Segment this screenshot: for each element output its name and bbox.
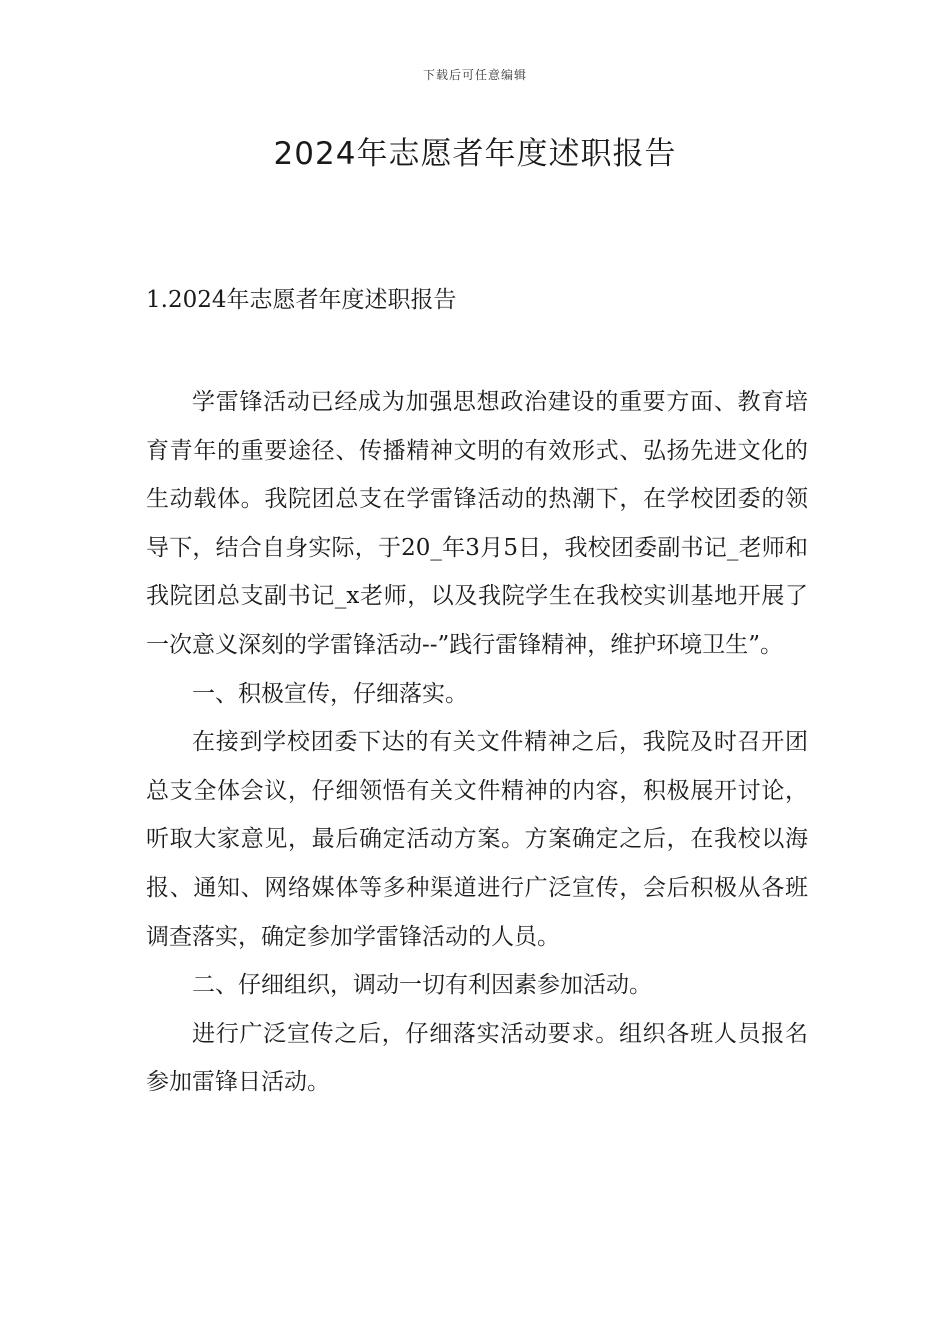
subheading-2: 二、仔细组织，调动一切有利因素参加活动。	[192, 972, 652, 999]
header-note: 下载后可任意编辑	[422, 68, 527, 82]
page-title: 2024年志愿者年度述职报告	[273, 136, 677, 172]
subheading-1: 一、积极宣传，仔细落实。	[192, 680, 468, 707]
section-heading: 1.2024年志愿者年度述职报告	[146, 287, 457, 313]
body-paragraph: 学雷锋活动已经成为加强思想政治建设的重要方面、教育培育青年的重要途径、传播精神文明的有效形式、弘扬先进文化的生动载体。我院团总支在学雷锋活动的热潮下，在学校团委的领导下，结合自身实际，于20_年3月5日，我校团委副书记_老师和我院团总支副书记_x老师，以及我院学生在我校实训基地开展了一次意义深刻的学雷锋活动--”践行雷锋精神，维护环境卫生”。	[146, 389, 808, 658]
body-paragraph: 在接到学校团委下达的有关文件精神之后，我院及时召开团总支全体会议，仔细领悟有关文件精神的内容，积极展开讨论，听取大家意见，最后确定活动方案。方案确定之后，在我校以海报、通知、网络媒体等多种渠道进行广泛宣传，会后积极从各班调查落实，确定参加学雷锋活动的人员。	[146, 729, 808, 950]
document-body	[146, 378, 808, 1107]
body-paragraph: 进行广泛宣传之后，仔细落实活动要求。组织各班人员报名参加雷锋日活动。	[146, 1020, 808, 1096]
